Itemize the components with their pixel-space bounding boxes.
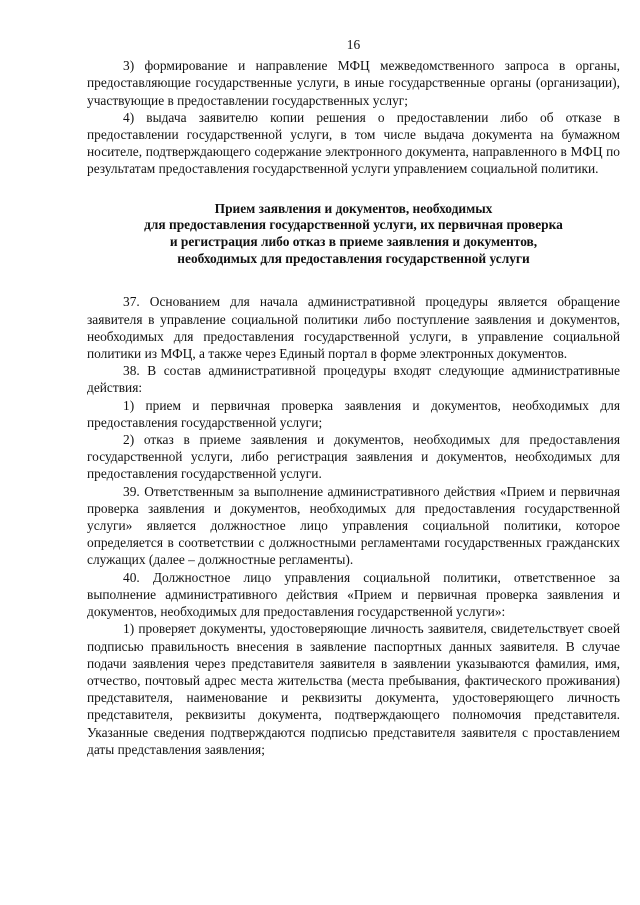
list-item-4: 4) выдача заявителю копии решения о предоставлении либо об отказе в предоставлении государственной услуги, в том числе выдача документа на бумажном носителе, подтверждающего содержание электронного документа, направленного в МФЦ по результатам предоставления государственной услуги управлением социальной политики.: [87, 109, 620, 177]
heading-line: для предоставления государственной услуги, их первичная проверка: [144, 217, 563, 233]
heading-line: необходимых для предоставления государственной услуги: [177, 250, 530, 266]
document-page: [87, 36, 620, 758]
paragraph-40: 40. Должностное лицо управления социальной политики, ответственное за выполнение административного действия «Прием и первичная проверка заявления и документов, необходимых для предоставления государственной услуги»:: [87, 569, 620, 620]
paragraph-40-item-1: 1) проверяет документы, удостоверяющие личность заявителя, свидетельствует своей подписью правильность внесения в заявление паспортных данных заявителя. В случае подачи заявления через представителя заявителя в заявлении указываются фамилия, имя, отчество, почтовый адрес места жительства (места пребывания, фактического проживания) представителя, наименование и реквизиты документа, удостоверяющего личность представителя, реквизиты документа, подтверждающего полномочия представителя. Указанные сведения подтверждаются подписью представителя заявителя с проставлением даты представления заявления;: [87, 621, 620, 757]
paragraph-38-item-1: 1) прием и первичная проверка заявления и документов, необходимых для предоставления государственной услуги;: [87, 397, 620, 430]
paragraph-38: 38. В состав административной процедуры входят следующие административные действия:: [87, 363, 620, 396]
page-number: 16: [346, 37, 361, 52]
paragraph-38-item-2: 2) отказ в приеме заявления и документов, необходимых для предоставления государственной услуги, либо регистрация заявления и документов, необходимых для предоставления государственной услуги.: [87, 432, 620, 482]
section-heading: [87, 201, 620, 268]
paragraph-37: 37. Основанием для начала административной процедуры является обращение заявителя в управление социальной политики либо поступление заявления и документов, необходимых для предоставления государственной услуги, в управление социальной политики из МФЦ, а также через Единый портал в форме электронных документов.: [87, 294, 620, 362]
heading-line: и регистрация либо отказ в приеме заявления и документов,: [169, 234, 538, 250]
heading-line: Прием заявления и документов, необходимых: [214, 200, 493, 216]
list-item-3: 3) формирование и направление МФЦ межведомственного запроса в органы, предоставляющие государственные услуги, в иные государственные органы (организации), участвующие в предоставлении государственных услуг;: [87, 58, 620, 108]
paragraph-39: 39. Ответственным за выполнение административного действия «Прием и первичная проверка заявления и документов, необходимых для предоставления государственной услуги» является должностное лицо управления социальной политики, которое определяется в соответствии с должностными регламентами государственных гражданских служащих (далее – должностные регламенты).: [87, 483, 620, 568]
